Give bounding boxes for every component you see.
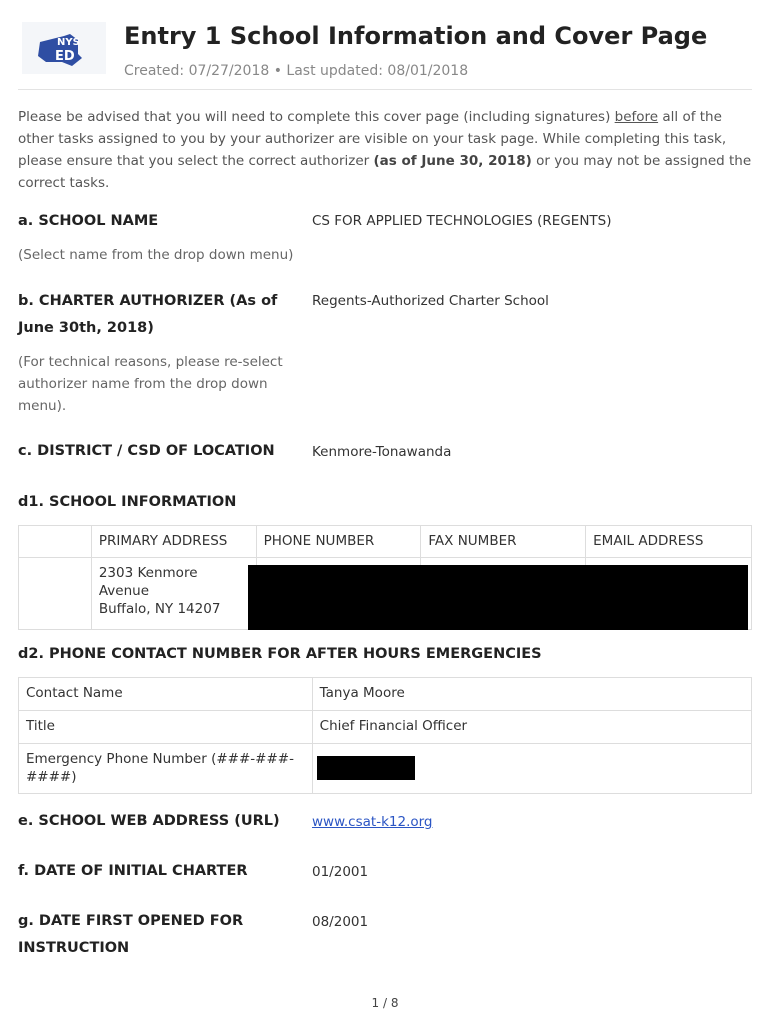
contact-name-value: Tanya Moore [312,678,751,711]
page-number: 1 / 8 [371,996,399,1010]
page-meta: Created: 07/27/2018 • Last updated: 08/01/2018 [124,63,469,79]
web-value [312,811,433,833]
title-label: Title [19,711,313,744]
school-name-label: a. SCHOOL NAME [18,213,159,229]
primary-address-cell [91,558,256,630]
intro-text-2: all of the other tasks assigned to you by your authorizer are visible on your task page. While completing this task, please ensure that you select the correct authorizer [18,109,727,169]
contact-name-label: Contact Name [19,678,313,711]
page-header [18,18,752,90]
table-header-row [19,526,752,558]
redaction-bar-phone [317,756,415,780]
initial-charter-value: 01/2001 [312,864,369,880]
school-website-link[interactable]: www.csat-k12.org [312,814,433,830]
address-line2: Avenue [98,583,150,599]
nysed-logo-graphic [22,22,106,74]
authorizer-note [18,351,283,417]
emergency-phone-label-line1: Emergency Phone Number (###-###- [26,751,294,767]
initial-charter-label: f. DATE OF INITIAL CHARTER [18,863,248,879]
first-opened-label [18,908,243,962]
emergency-phone-label-line2: ####) [26,769,77,785]
first-opened-label-line1: g. DATE FIRST OPENED FOR [18,913,244,929]
table-cell-empty [19,526,92,558]
authorizer-note-line2: authorizer name from the drop down [18,376,268,392]
intro-bold: (as of June 30, 2018) [373,153,532,169]
intro-text-1: Please be advised that you will need to complete this cover page (including signatures) [18,109,615,125]
school-info-heading: d1. SCHOOL INFORMATION [18,494,237,510]
authorizer-note-line1: (For technical reasons, please re-select [18,354,283,370]
redaction-bar-contact [248,565,748,630]
emergency-phone-label [19,744,313,794]
emergency-heading: d2. PHONE CONTACT NUMBER FOR AFTER HOURS EMERGENCIES [18,646,542,662]
district-value: Kenmore-Tonawanda [312,444,452,460]
first-opened-value: 08/2001 [312,914,369,930]
intro-text-3: or you may not be assigned the correct tasks. [18,153,752,191]
column-header-fax: FAX NUMBER [421,526,586,558]
column-header-address: PRIMARY ADDRESS [91,526,256,558]
authorizer-note-line3: menu). [18,398,67,414]
first-opened-label-line2: INSTRUCTION [18,940,130,956]
logo-text-nys: NYS [57,37,80,48]
authorizer-label-line1: b. CHARTER AUTHORIZER (As of [18,293,278,309]
intro-paragraph [18,106,752,194]
authorizer-label-line2: June 30th, 2018) [18,320,154,336]
logo-text-ed: ED [55,49,75,64]
address-line3: Buffalo, NY 14207 [98,601,221,617]
school-name-value: CS FOR APPLIED TECHNOLOGIES (REGENTS) [312,213,612,229]
title-value: Chief Financial Officer [312,711,751,744]
address-line1: 2303 Kenmore [98,565,198,581]
page-title: Entry 1 School Information and Cover Page [124,22,708,50]
school-name-note: (Select name from the drop down menu) [18,247,294,263]
authorizer-label [18,288,277,342]
column-header-email: EMAIL ADDRESS [586,526,752,558]
web-label: e. SCHOOL WEB ADDRESS (URL) [18,813,280,829]
district-label: c. DISTRICT / CSD OF LOCATION [18,443,275,459]
table-row [19,678,752,711]
intro-underlined: before [614,109,659,125]
column-header-phone: PHONE NUMBER [256,526,421,558]
nysed-logo [22,22,106,74]
table-row [19,711,752,744]
authorizer-value: Regents-Authorized Charter School [312,293,549,309]
table-cell-empty [19,558,92,630]
